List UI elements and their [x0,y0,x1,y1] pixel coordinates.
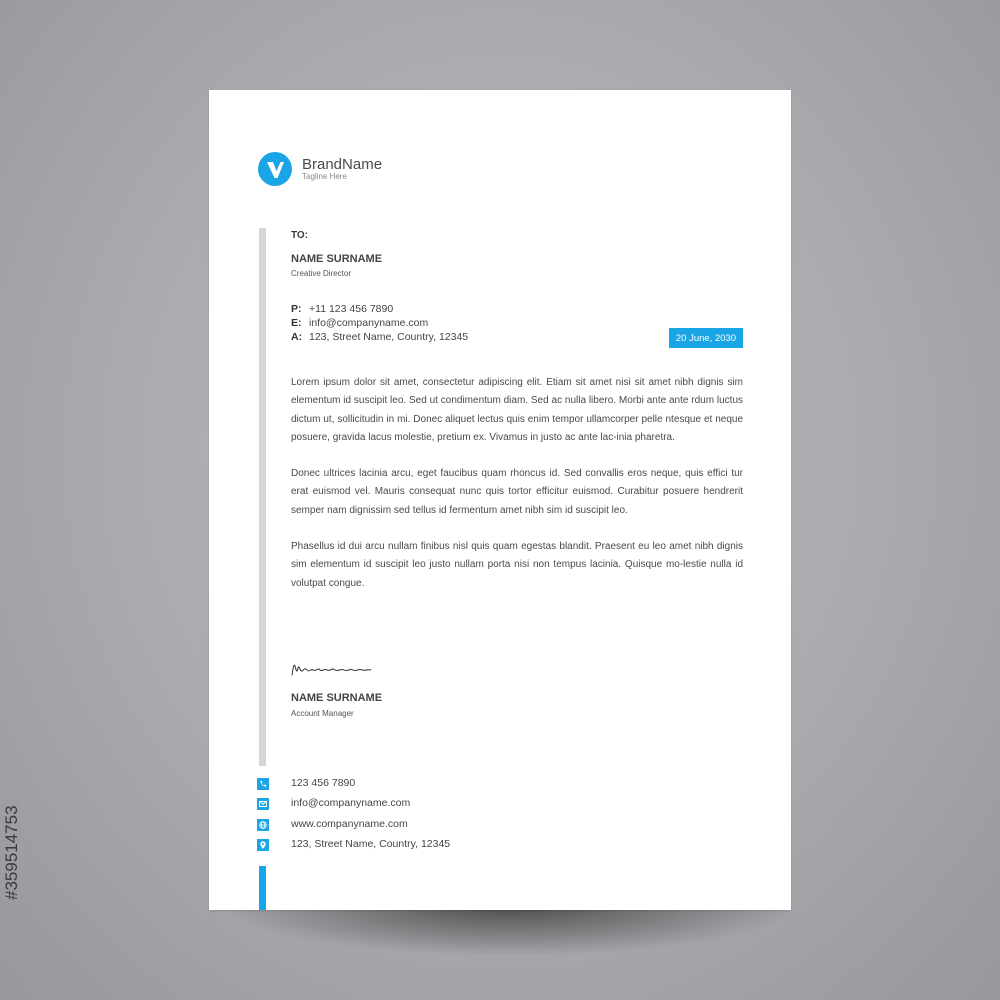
letter-body [291,374,743,611]
location-pin-icon [257,839,269,851]
sender-name: NAME SURNAME [291,692,383,704]
brand-name: BrandName [302,156,383,173]
email-icon [257,798,269,810]
to-label: TO: [291,230,309,241]
globe-icon [257,819,269,831]
brand-tagline: Tagline Here [302,172,347,181]
recipient-contact [291,302,468,344]
recipient-address [291,330,468,344]
body-paragraph: Phasellus id dui arcu nullam finibus nisl quis quam egestas blandit. Praesent eu leo amet nibh dignis sim elementum id suscipit leo justo nullam porta nisi non tempus lacinia. Quisque mo-lestie nulla id volutpat congue. [291,541,743,589]
recipient-phone [291,302,468,316]
recipient-name: NAME SURNAME [291,253,383,265]
signature [289,658,373,680]
side-accent-bar [259,228,266,766]
body-paragraph: Lorem ipsum dolor sit amet, consectetur adipiscing elit. Etiam sit amet nisi sit amet nibh dignis sim elementum id suscipit leo. Sed ut condimentum diam. Sed ac nulla libero. Morbi ante ante rdum luctus dictum ut, sollicitudin in mi. Donec aliquet lectus quis enim tempor ullamcorper pelle ntesque et neque posuere, gravida lacus molestie, pretium ex. Vivamus in justo ac ante lac-inia pharetra. [291,377,743,443]
body-paragraph: Donec ultrices lacinia arcu, eget faucibus quam rhoncus id. Sed convallis eros neque, quis effici tur erat euismod vel. Mauris consequat nunc quis tortor efficitur euismod. Curabitur posuere hendrerit semper nam dignissim sed tellus id fermentum amet nibh sim id suscipit leo. [291,468,743,516]
phone-icon [257,778,269,790]
page-shadow [230,905,790,955]
email-key: E: [291,317,302,329]
bottom-accent-bar [259,866,266,910]
date-badge: 20 June, 2030 [669,328,743,348]
footer-phone-text: 123 456 7890 [291,777,356,789]
footer-address-text: 123, Street Name, Country, 12345 [291,838,451,850]
recipient-title: Creative Director [291,269,352,278]
sender-title: Account Manager [291,709,354,718]
phone-value: +11 123 456 7890 [309,303,394,315]
recipient-email [291,316,468,330]
footer-email-text: info@companyname.com [291,797,411,809]
phone-key: P: [291,303,302,315]
footer-website-text: www.companyname.com [291,818,408,830]
stock-id: #359514753 [2,805,21,900]
email-value: info@companyname.com [309,317,429,329]
v-logo-icon [258,152,292,186]
address-value: 123, Street Name, Country, 12345 [309,331,469,343]
address-key: A: [291,331,303,343]
letterhead-page [209,90,791,910]
